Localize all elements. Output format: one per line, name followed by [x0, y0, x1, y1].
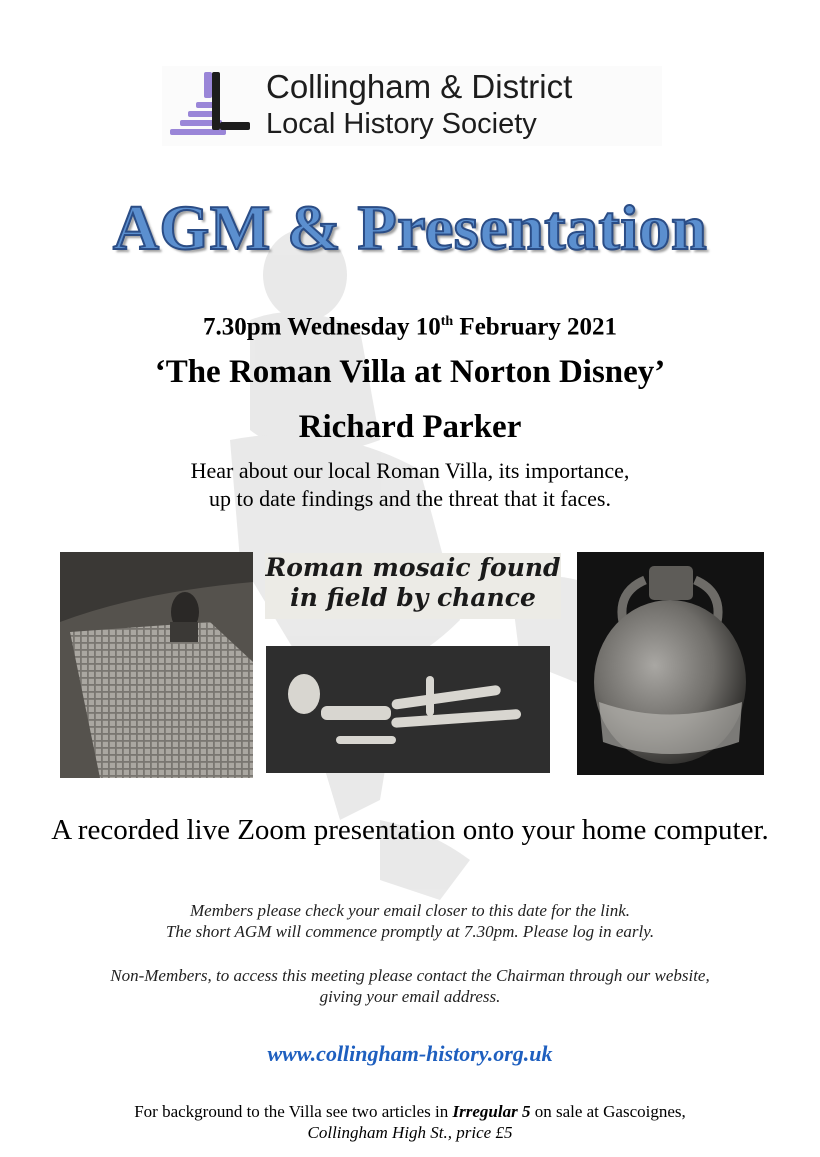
- skeleton-illustration: [266, 646, 550, 773]
- members-note-line-1: Members please check your email closer to this date for the link.: [190, 901, 630, 920]
- headline: AGM & Presentation: [112, 192, 708, 263]
- society-logo: [162, 66, 662, 146]
- logo-subtitle: Local History Society: [266, 108, 537, 140]
- nonmembers-note-line-2: giving your email address.: [319, 987, 501, 1006]
- talk-title: ‘The Roman Villa at Norton Disney’: [154, 354, 666, 390]
- mosaic-excavation-photo: [60, 552, 253, 778]
- background-note-line-1: [0, 1101, 820, 1122]
- amphora-illustration: [577, 552, 764, 775]
- members-note-line-2: The short AGM will commence promptly at 7.30pm. Please log in early.: [165, 922, 655, 941]
- publication-name: Irregular 5: [452, 1102, 531, 1121]
- mosaic-photo-illustration: [60, 552, 253, 778]
- background-prefix: For background to the Villa see two articles in: [134, 1102, 453, 1121]
- stepped-lines-logo-icon: [162, 66, 258, 146]
- date-ordinal: th: [440, 314, 454, 329]
- speaker-name: Richard Parker: [298, 409, 522, 445]
- talk-description: [0, 457, 820, 513]
- website-link[interactable]: www.collingham-history.org.uk: [267, 1041, 553, 1066]
- logo-title: Collingham & District: [266, 68, 573, 105]
- skeleton-burial-photo: [266, 646, 550, 773]
- newspaper-line-2: in field by chance: [290, 583, 536, 612]
- members-note: [0, 900, 820, 942]
- newspaper-headline-clipping: [265, 553, 561, 619]
- event-datetime: [0, 305, 820, 344]
- background-note-line-2: Collingham High St., price £5: [307, 1123, 513, 1142]
- zoom-notice: A recorded live Zoom presentation onto your home computer.: [51, 814, 769, 846]
- description-line-2: up to date findings and the threat that it faces.: [209, 486, 611, 511]
- background-suffix: on sale at Gascoignes,: [530, 1102, 686, 1121]
- nonmembers-note: [0, 965, 820, 1007]
- event-month-year: February 2021: [459, 313, 618, 341]
- newspaper-line-1: Roman mosaic found: [265, 553, 561, 582]
- nonmembers-note-line-1: Non-Members, to access this meeting please contact the Chairman through our website,: [110, 966, 710, 985]
- event-time-day: 7.30pm Wednesday 10: [202, 313, 441, 341]
- website-link-container: [0, 1040, 820, 1068]
- amphora-photo: [577, 552, 764, 775]
- background-note: [0, 1101, 820, 1143]
- description-line-1: Hear about our local Roman Villa, its importance,: [190, 458, 630, 483]
